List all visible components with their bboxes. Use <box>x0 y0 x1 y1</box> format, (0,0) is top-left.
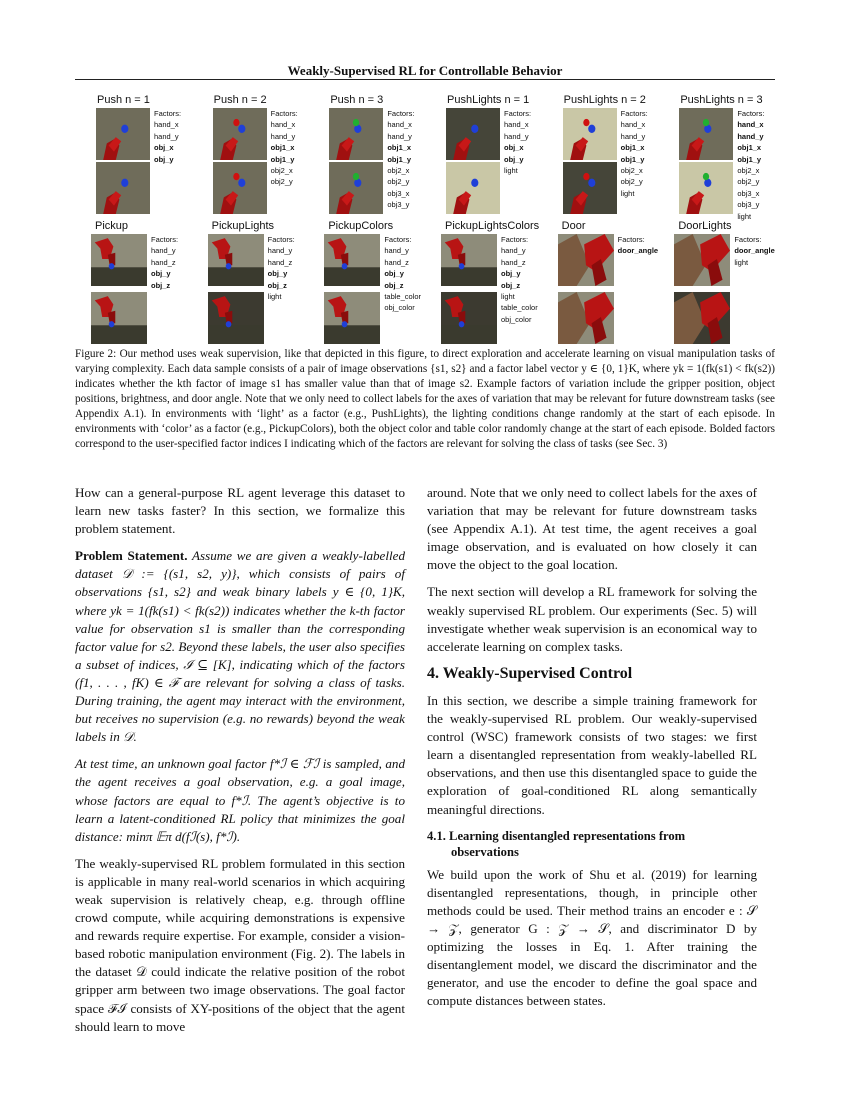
row1-panel <box>676 94 793 221</box>
factor-label: obj3_x <box>737 188 760 198</box>
figure-2 <box>75 92 775 338</box>
factor-label: hand_y <box>270 131 296 141</box>
factor-label: hand_x <box>387 120 412 130</box>
factor-label: obj_y <box>384 269 404 279</box>
row2-panel <box>192 220 309 344</box>
factor-label: Factors: <box>387 109 415 118</box>
factor-label: obj1_y <box>387 154 412 164</box>
factor-label: hand_y <box>151 246 176 256</box>
factor-label: hand_y <box>620 131 646 141</box>
factor-label: Factors: <box>384 235 412 244</box>
factor-label: obj_color <box>501 314 532 324</box>
factor-list <box>387 108 414 211</box>
panel-title: PickupColors <box>328 220 394 232</box>
factor-label: door_angle <box>734 246 775 256</box>
row2-panel <box>308 220 425 344</box>
observation-image <box>329 108 383 160</box>
factor-list <box>734 234 774 268</box>
panel-title: Push n = 3 <box>330 94 384 106</box>
problem-statement-label: Problem Statement. <box>75 548 188 564</box>
problem-statement <box>75 547 405 746</box>
factor-label: obj2_x <box>620 166 643 176</box>
factor-label: obj1_y <box>270 154 295 164</box>
observation-image <box>674 292 730 344</box>
panel-title: Door <box>561 220 586 232</box>
row2-panel <box>425 220 542 344</box>
factor-label: obj_y <box>501 269 521 279</box>
observation-image <box>441 234 497 286</box>
row1-panel <box>326 94 443 214</box>
section-title: 4. Weakly-Supervised Control <box>427 664 633 682</box>
factor-label: obj1_x <box>620 143 645 153</box>
factor-label: obj_z <box>151 280 171 290</box>
factor-label: hand_z <box>151 257 176 267</box>
observation-image <box>558 292 614 344</box>
right-paragraph-2: The next section will develop a RL framework for solving the weakly supervised RL problem. Our experiments (Sec. 5) will investigate whether weak supervision is an economical way to accelerate learning on complex tasks. <box>427 584 757 654</box>
factor-label: Factors: <box>267 235 295 244</box>
factor-label: obj_z <box>267 280 287 290</box>
left-column <box>75 484 405 1045</box>
factor-label: Factors: <box>151 235 179 244</box>
observation-image <box>446 108 500 160</box>
problem-statement-text: Assume we are given a weakly-labelled dataset 𝒟 := {(s1, s2, y)}, which consists of pairs of observations {s1, s2} and weak binary labels y ∈ {0, 1}K, where yk = 1(fk(s1) < fk(s2)) indicates whether the k-th factor value for observation s1 is smaller than the corresponding factor value for s2. Beyond these labels, the user also specifies a subset of indices, ℐ ⊆ [K], indicating which of the factors (f1, . . . , fK) ∈ ℱ are relevant for solving a class of tasks. During training, the agent may interact with the environment, but receives no supervision (e.g. no rewards) beyond the weak labels in 𝒟. <box>75 548 405 745</box>
observation-image <box>446 162 500 214</box>
subsection-title <box>427 828 757 860</box>
running-header: Weakly-Supervised RL for Controllable Behavior <box>287 63 563 78</box>
panel-title: PushLights n = 1 <box>447 94 530 106</box>
factor-label: Factors: <box>504 109 532 118</box>
factor-list <box>268 234 295 302</box>
factor-label: Factors: <box>620 109 648 118</box>
factor-label: hand_y <box>387 131 412 141</box>
observation-image <box>324 234 380 286</box>
factor-label: table_color <box>384 292 422 302</box>
factor-label: obj1_x <box>737 143 762 153</box>
factor-label: Factors: <box>501 235 529 244</box>
factor-list <box>384 234 421 314</box>
factor-label: light <box>501 292 515 302</box>
factor-label: light <box>734 257 749 267</box>
factor-label: obj_y <box>504 154 524 164</box>
factor-label: obj_color <box>384 303 415 313</box>
factor-label: obj_y <box>267 269 288 279</box>
observation-image <box>324 292 380 344</box>
factor-label: hand_y <box>737 131 764 141</box>
factor-list <box>271 108 298 188</box>
factor-label: hand_y <box>154 131 179 141</box>
factor-label: obj_x <box>154 143 174 153</box>
factor-label: obj1_x <box>270 143 295 153</box>
header-rule <box>75 79 775 80</box>
factor-label: obj3_x <box>387 188 410 198</box>
observation-image <box>96 108 150 160</box>
factor-label: door_angle <box>617 246 659 256</box>
factor-label: obj_z <box>501 280 521 290</box>
panel-title: PickupLightsColors <box>445 220 540 232</box>
row1-panel <box>443 94 560 214</box>
section-intro: In this section, we describe a simple training framework for the weakly-supervised RL problem. Our weakly-supervised control (WSC) framework consists of two stages: we first learn a disentangled representation from weakly-labelled RL observations, and then use this disentangled space to guide the exploration of goal-conditioned RL along semantically meaningful directions. <box>427 692 757 817</box>
factor-label: light <box>737 211 752 221</box>
row2-panel <box>658 220 775 344</box>
factor-label: obj3_y <box>387 200 410 210</box>
observation-image <box>679 108 733 160</box>
factor-label: hand_x <box>270 120 296 130</box>
factor-label: Factors: <box>617 235 645 244</box>
subsection-paragraph: We build upon the work of Shu et al. (2019) for learning disentangled representations, though, in principle other methods could be used. Their method trains an encoder e : 𝒮 → 𝒵, generator G : 𝒵 → 𝒮, and discriminator D by optimizing the losses in Eq. 1. After training the disentanglement model, we discard the discriminator and the generator, and use the encoder to define the goal space and compute distances between states. <box>427 866 757 1009</box>
factor-list <box>151 234 178 291</box>
factor-label: light <box>267 292 282 302</box>
panel-title: Pickup <box>95 220 129 232</box>
factor-label: Factors: <box>270 109 298 118</box>
factor-label: Factors: <box>734 235 762 244</box>
right-paragraph-1: around. Note that we only need to collect labels for the axes of variation that may be relevant for future downstream tasks (see Appendix A.1). At test time, the agent receives a goal image observation, and is evaluated on how closely it can move the object to the goal location. <box>427 485 757 573</box>
factor-label: obj2_y <box>270 177 293 187</box>
factor-list <box>501 234 538 325</box>
factor-label: light <box>504 166 518 176</box>
factor-list <box>621 108 648 199</box>
factor-label: hand_y <box>267 246 293 256</box>
factor-label: hand_z <box>501 257 526 267</box>
applicability-paragraph: The weakly-supervised RL problem formulated in this section is applicable in many real-world scenarios in which acquiring weak supervision is relatively cheap, e.g. through offline crowd compute, while acquiring demonstrations is expensive and rewards require expertise. For example, consider a vision-based robotic manipulation environment (Fig. 2). The labels in the dataset 𝒟 could indicate the relative position of the robot gripper arm between two image observations. The goal factor space ℱℐ consists of XY-positions of the object that the agent should learn to move <box>75 855 405 1034</box>
factor-label: obj1_x <box>387 143 412 153</box>
panel-title: PushLights n = 2 <box>563 94 646 106</box>
factor-label: obj_z <box>384 280 404 290</box>
row1-panel <box>210 94 327 214</box>
intro-paragraph: How can a general-purpose RL agent leverage this dataset to learn new tasks faster? In this section, we formalize this problem statement. <box>75 485 405 537</box>
row1-panel <box>560 94 677 214</box>
factor-list <box>737 108 764 222</box>
observation-image <box>213 162 267 214</box>
factor-label: Factors: <box>737 109 765 118</box>
panel-title: DoorLights <box>678 220 732 232</box>
factor-label: obj2_y <box>387 177 410 187</box>
factor-label: obj_x <box>504 143 524 153</box>
observation-image <box>91 292 147 344</box>
observation-image <box>208 234 264 286</box>
row1-panel <box>93 94 210 214</box>
factor-label: Factors: <box>154 109 182 118</box>
panel-title: PickupLights <box>211 220 275 232</box>
factor-label: hand_y <box>384 246 409 256</box>
observation-image <box>563 162 617 214</box>
factor-label: hand_y <box>504 131 529 141</box>
subsection-title-line2: observations <box>451 844 519 859</box>
observation-image <box>329 162 383 214</box>
factor-label: obj2_y <box>737 177 760 187</box>
factor-label: light <box>620 188 635 198</box>
factor-label: obj_y <box>151 269 171 279</box>
observation-image <box>563 108 617 160</box>
factor-label: obj2_y <box>620 177 643 187</box>
factor-label: hand_x <box>504 120 529 130</box>
factor-label: hand_y <box>501 246 526 256</box>
figure-caption: Figure 2: Our method uses weak supervision, like that depicted in this figure, to direct exploration and accelerate learning on visual manipulation tasks of varying complexity. Each data sample consists of a pair of image observations {s1, s2} and a factor label vector y ∈ {0, 1}K, where yk = 1(fk(s1) < fk(s2)) indicates whether the kth factor of image s1 has smaller value than that of image s2. Example factors of variation include the gripper position, object positions, brightness, and door angle. Note that we only need to collect labels for the axes of variation that may be relevant for future downstream tasks (see Appendix A.1). In environments with ‘light’ as a factor (e.g., PushLights), the lighting conditions change randomly at the start of each episode. In environments with ‘color’ as a factor (e.g., PickupColors), both the object color and table color randomly change at the start of each episode. Bolded factors correspond to the user-specified factor indices I indicating which of the factors are relevant for solving the class of tasks (see Sec. 3) <box>75 348 775 450</box>
observation-image <box>441 292 497 344</box>
factor-label: obj2_x <box>737 166 760 176</box>
factor-label: hand_x <box>154 120 179 130</box>
factor-label: obj_y <box>154 154 174 164</box>
subsection-title-line1: 4.1. Learning disentangled representations from <box>427 828 686 843</box>
observation-image <box>674 234 730 286</box>
factor-label: obj2_x <box>270 166 293 176</box>
factor-list <box>154 108 181 165</box>
factor-list <box>504 108 531 176</box>
row2-panel <box>542 220 659 344</box>
observation-image <box>96 162 150 214</box>
factor-label: table_color <box>501 303 538 313</box>
panel-title: Push n = 1 <box>97 94 150 106</box>
panel-title: Push n = 2 <box>213 94 267 106</box>
observation-image <box>91 234 147 286</box>
factor-label: hand_x <box>620 120 646 130</box>
observation-image <box>213 108 267 160</box>
factor-label: obj3_y <box>737 200 760 210</box>
factor-label: obj2_x <box>387 166 410 176</box>
observation-image <box>679 162 733 214</box>
right-column <box>427 484 757 1019</box>
factor-label: hand_z <box>384 257 409 267</box>
factor-label: hand_z <box>267 257 293 267</box>
observation-image <box>208 292 264 344</box>
factor-list <box>618 234 658 257</box>
factor-label: obj1_y <box>620 154 645 164</box>
panel-title: PushLights n = 3 <box>680 94 763 106</box>
test-time-paragraph: At test time, an unknown goal factor f*ℐ ∈ ℱℐ is sampled, and the agent receives a goal observation, e.g. a goal image, whose factors are equal to f*ℐ. The agent’s objective is to learn a latent-conditioned RL policy that minimizes the goal distance: minπ 𝔼π d(fℐ(s), f*ℐ). <box>75 756 405 844</box>
factor-label: obj1_y <box>737 154 762 164</box>
row2-panel <box>75 220 192 344</box>
factor-label: hand_x <box>737 120 764 130</box>
observation-image <box>558 234 614 286</box>
